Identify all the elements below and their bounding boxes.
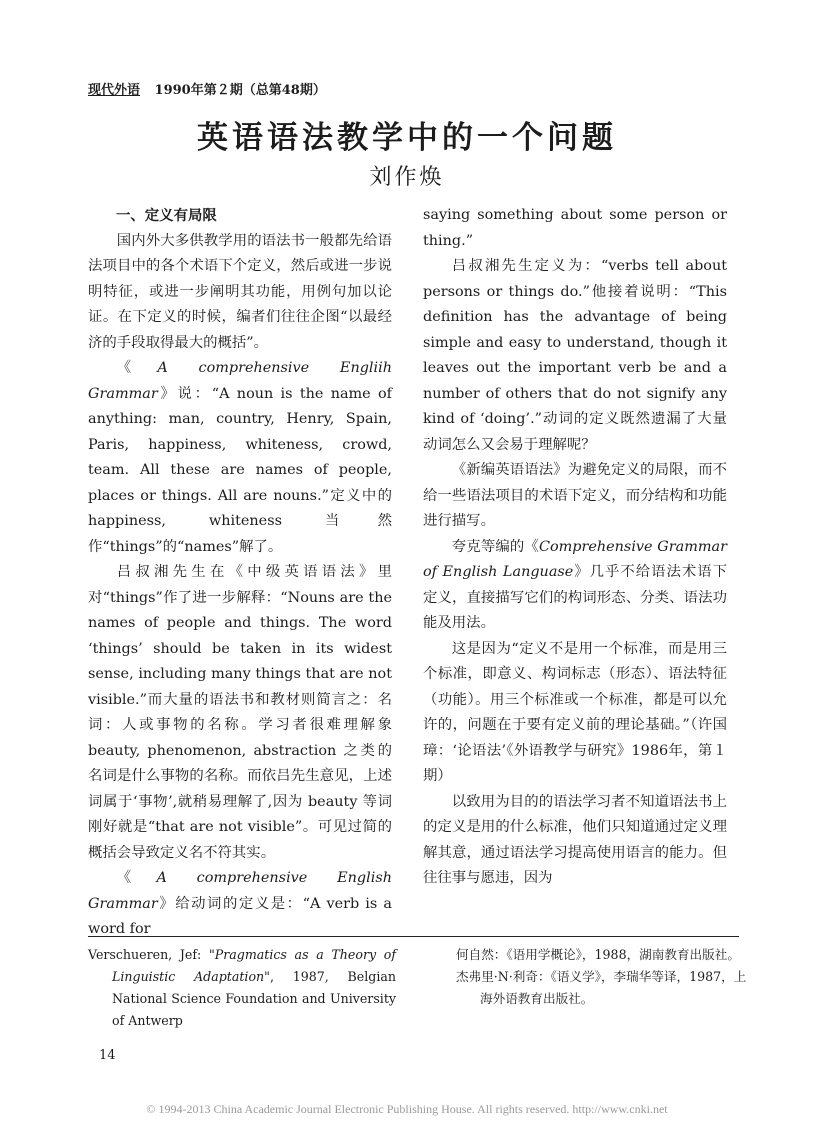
- article-title: 英语语法教学中的一个问题: [197, 120, 617, 156]
- body-right-column: [423, 203, 727, 892]
- book-title: Comprehensive Grammar of English Languase: [423, 538, 727, 580]
- paragraph: 《新编英语语法》为避免定义的局限，而不给一些语法项目的术语下定义，而分结构和功能进行描写。: [423, 462, 727, 529]
- reference-list-left: [88, 944, 396, 1032]
- paragraph: 国内外大多供教学用的语法书一般都先给语法项目中的各个术语下个定义，然后或进一步说明特征，或进一步阐明其功能，用例句加以论证。在下定义的时候，编者们往往企图“以最经济的手段取得最大的概括”。: [88, 232, 392, 351]
- reference-item: 杰弗里·N·利奇：《语义学》，李瑞华等译，1987，上海外语教育出版社。: [456, 969, 747, 1006]
- journal-name: 现代外语: [88, 83, 141, 98]
- paragraph: 这是因为“定义不是用一个标准，而是用三个标准，即意义、构词标志（形态）、语法特征（功能）。用三个标准或一个标准，都是可以允许的，问题在于要有定义前的理论基础。”（许国璋：‘论语法’《外语教学与研究》1986年，第１期）: [423, 640, 727, 784]
- paragraph: 夸克等编的《Comprehensive Grammar of English Languase》几乎不给语法术语下定义，直接描写它们的构词形态、分类、语法功能及用法。: [423, 538, 727, 631]
- references-divider: [88, 936, 739, 937]
- reference-item: 何自然：《语用学概论》，1988，湖南教育出版社。: [456, 947, 740, 962]
- page-number: 14: [99, 1048, 116, 1063]
- book-title: A comprehensive Engliih Grammar: [88, 360, 392, 402]
- book-title: A comprehensive English Grammar: [88, 870, 392, 912]
- paragraph: 《A comprehensive Engliih Grammar》说：“A noun is the name of anything: man, country, Henry, Spain, Paris, happiness, whiteness, crowd, team. All these are names of people, places or things. All are nouns.”定义中的 happiness, whiteness 当然作“things”的“names”解了。: [88, 360, 392, 555]
- issue-info: 1990年第２期（总第48期）: [154, 83, 326, 98]
- paragraph: saying something about some person or thing.”: [423, 207, 727, 249]
- paragraph: 以致用为目的的语法学习者不知道语法书上的定义是用的什么标准，他们只知道通过定义理解其意，通过语法学习提高使用语言的能力。但往往事与愿违，因为: [423, 793, 727, 886]
- article-author: 刘作焕: [369, 165, 445, 190]
- section-heading: 一、定义有局限: [116, 207, 217, 224]
- copyright-notice: © 1994-2013 China Academic Journal Electronic Publishing House. All rights reserved. http://www.cnki.net: [146, 1102, 668, 1116]
- journal-header: [88, 79, 326, 98]
- body-left-column: [88, 203, 392, 943]
- paragraph: 吕叔湘先生在《中级英语语法》里对“things”作了进一步解释：“Nouns are the names of people and things. The word ‘things’ should be taken in its widest sense, including many things that are not visible.”而大量的语法书和教材则简言之：名词：人或事物的名称。学习者很难理解象 beauty, phenomenon, abstraction 之类的名词是什么事物的名称。而依吕先生意见，上述词属于‘事物’,就稍易理解了,因为 beauty 等词刚好就是“that are not visible”。可见过简的概括会导致定义名不符其实。: [88, 564, 392, 861]
- reference-list-right: [456, 944, 756, 1010]
- paragraph: 《A comprehensive English Grammar》给动词的定义是：“A verb is a word for: [88, 870, 392, 937]
- reference-item: Verschueren, Jef: "Pragmatics as a Theory of Linguistic Adaptation", 1987, Belgian National Science Foundation and University of Antwerp: [88, 947, 397, 1028]
- paragraph: 吕叔湘先生定义为：“verbs tell about persons or things do.”他接着说明：“This definition has the advantage of being simple and easy to understand, though it leaves out the important verb be and a number of others that do not signify any kind of ‘doing’.”动词的定义既然遗漏了大量动词怎么又会易于理解呢？: [423, 258, 727, 453]
